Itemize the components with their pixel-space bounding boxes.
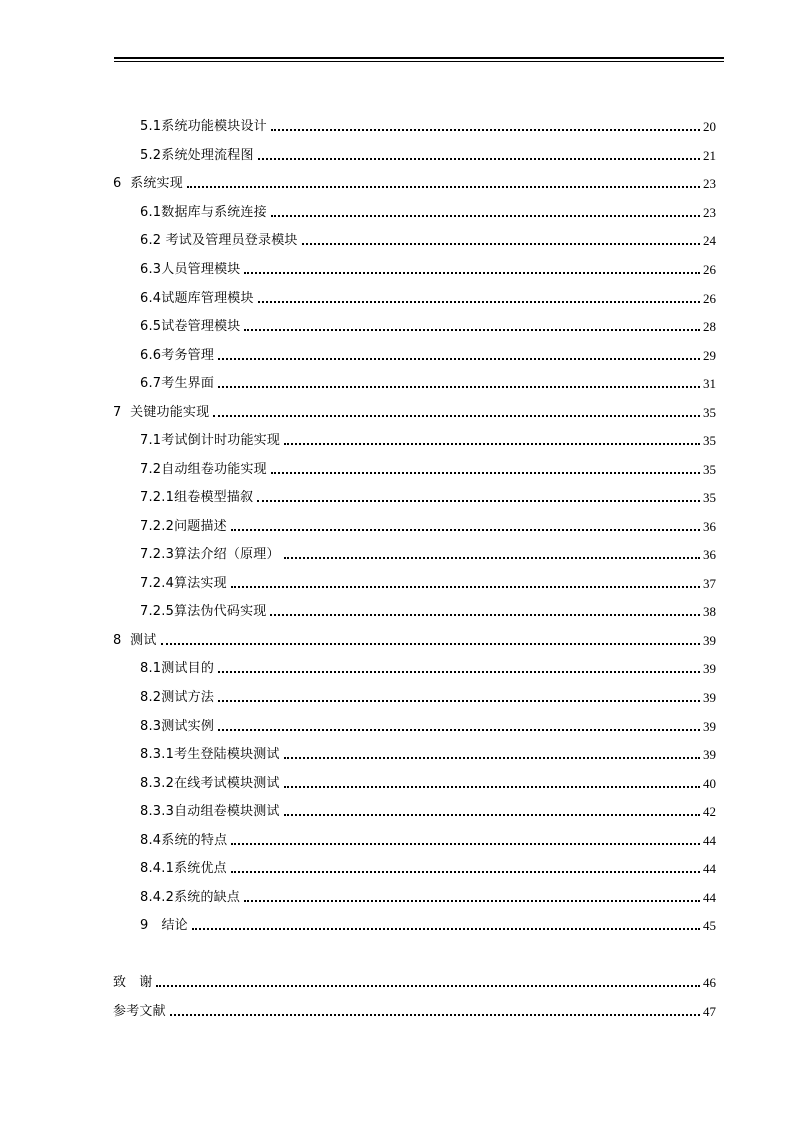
toc-entry[interactable] bbox=[140, 489, 716, 507]
dot-leader bbox=[213, 415, 700, 417]
toc-entry[interactable] bbox=[140, 718, 716, 736]
toc-entry-page: 35 bbox=[703, 462, 716, 477]
toc-entry-label: 6.5试卷管理模块 bbox=[140, 319, 241, 334]
toc-entry[interactable] bbox=[140, 147, 716, 165]
toc-entry-page: 26 bbox=[703, 262, 716, 277]
dot-leader bbox=[284, 443, 700, 445]
toc-entry[interactable] bbox=[140, 860, 716, 878]
toc-entry-label: 7.2.1组卷模型描叙 bbox=[140, 490, 254, 505]
toc-entry-page: 45 bbox=[703, 918, 716, 933]
toc-entry[interactable] bbox=[113, 175, 716, 193]
toc-entry-page: 37 bbox=[703, 576, 716, 591]
dot-leader bbox=[192, 928, 700, 930]
toc-entry-page: 47 bbox=[703, 1004, 716, 1019]
dot-leader bbox=[218, 358, 700, 360]
dot-leader bbox=[271, 129, 700, 131]
toc-entry[interactable] bbox=[140, 347, 716, 365]
dot-leader bbox=[218, 700, 700, 702]
toc-entry-label: 7.2.2问题描述 bbox=[140, 519, 227, 534]
toc-entry-label: 8.2测试方法 bbox=[140, 690, 215, 705]
toc-entry-label: 5.1系统功能模块设计 bbox=[140, 119, 267, 134]
toc-entry[interactable] bbox=[140, 518, 716, 536]
toc-entry[interactable] bbox=[140, 432, 716, 450]
dot-leader bbox=[218, 386, 700, 388]
toc-entry[interactable] bbox=[140, 461, 716, 479]
dot-leader bbox=[231, 843, 700, 845]
toc-entry-label: 9 结论 bbox=[140, 918, 188, 933]
toc-entry-page: 23 bbox=[703, 205, 716, 220]
toc-entry[interactable] bbox=[140, 660, 716, 678]
toc-entry[interactable] bbox=[140, 917, 716, 935]
toc-entry-page: 36 bbox=[703, 519, 716, 534]
dot-leader bbox=[257, 500, 700, 502]
dot-leader bbox=[231, 586, 700, 588]
dot-leader bbox=[231, 529, 700, 531]
toc-entry[interactable] bbox=[140, 775, 716, 793]
toc-entry[interactable] bbox=[140, 546, 716, 564]
toc-entry-label: 8.3.3自动组卷模块测试 bbox=[140, 804, 280, 819]
toc-entry-label: 8.1测试目的 bbox=[140, 661, 215, 676]
toc-entry-page: 36 bbox=[703, 547, 716, 562]
toc-entry-label: 5.2系统处理流程图 bbox=[140, 148, 254, 163]
toc-entry[interactable] bbox=[140, 118, 716, 136]
toc-entry-page: 42 bbox=[703, 804, 716, 819]
toc-entry-page: 24 bbox=[703, 233, 716, 248]
toc-entry-label: 7 关键功能实现 bbox=[113, 405, 210, 420]
toc-entry-page: 35 bbox=[703, 490, 716, 505]
dot-leader bbox=[302, 243, 700, 245]
toc-entry-label: 8.4.2系统的缺点 bbox=[140, 890, 241, 905]
toc-entry-label: 参考文献 bbox=[113, 1004, 166, 1019]
toc-entry-label: 6 系统实现 bbox=[113, 176, 183, 191]
toc-entry-page: 35 bbox=[703, 405, 716, 420]
toc-entry[interactable] bbox=[113, 1003, 716, 1021]
toc-entry-page: 35 bbox=[703, 433, 716, 448]
toc-entry[interactable] bbox=[140, 232, 716, 250]
toc-entry-page: 44 bbox=[703, 833, 716, 848]
dot-leader bbox=[170, 1014, 700, 1016]
toc-entry-label: 8 测试 bbox=[113, 633, 157, 648]
toc-entry[interactable] bbox=[140, 803, 716, 821]
dot-leader bbox=[271, 215, 700, 217]
dot-leader bbox=[161, 643, 700, 645]
toc-entry[interactable] bbox=[140, 832, 716, 850]
toc-entry-label: 6.1数据库与系统连接 bbox=[140, 205, 267, 220]
toc-entry[interactable] bbox=[140, 689, 716, 707]
toc-entry-label: 8.3测试实例 bbox=[140, 719, 215, 734]
toc-entry-page: 46 bbox=[703, 975, 716, 990]
toc-entry-label: 致 谢 bbox=[113, 975, 153, 990]
dot-leader bbox=[270, 614, 700, 616]
dot-leader bbox=[271, 472, 700, 474]
toc-entry-page: 39 bbox=[703, 661, 716, 676]
toc-entry-page: 31 bbox=[703, 376, 716, 391]
toc-entry[interactable] bbox=[140, 261, 716, 279]
toc-entry[interactable] bbox=[140, 290, 716, 308]
toc-entry-label: 8.4系统的特点 bbox=[140, 833, 228, 848]
toc-entry-page: 39 bbox=[703, 719, 716, 734]
toc-entry-page: 39 bbox=[703, 747, 716, 762]
dot-leader bbox=[258, 158, 700, 160]
toc-entry[interactable] bbox=[140, 889, 716, 907]
toc-entry[interactable] bbox=[113, 974, 716, 992]
toc-entry[interactable] bbox=[140, 318, 716, 336]
toc-entry-page: 20 bbox=[703, 119, 716, 134]
toc-entry-label: 6.7考生界面 bbox=[140, 376, 215, 391]
toc-entry-page: 23 bbox=[703, 176, 716, 191]
toc-entry-page: 44 bbox=[703, 890, 716, 905]
dot-leader bbox=[218, 729, 700, 731]
dot-leader bbox=[284, 786, 700, 788]
toc-entry-page: 44 bbox=[703, 861, 716, 876]
toc-entry-page: 26 bbox=[703, 291, 716, 306]
toc-entry-label: 6.4试题库管理模块 bbox=[140, 291, 254, 306]
toc-entry-label: 8.3.2在线考试模块测试 bbox=[140, 776, 280, 791]
toc-entry-label: 7.2.4算法实现 bbox=[140, 576, 227, 591]
toc-entry-page: 39 bbox=[703, 690, 716, 705]
toc-entry[interactable] bbox=[113, 632, 716, 650]
dot-leader bbox=[284, 757, 700, 759]
dot-leader bbox=[218, 671, 700, 673]
toc-entry-label: 8.3.1考生登陆模块测试 bbox=[140, 747, 280, 762]
dot-leader bbox=[244, 329, 700, 331]
toc-entry-label: 7.2.3算法介绍（原理） bbox=[140, 547, 280, 562]
dot-leader bbox=[244, 272, 700, 274]
toc-entry[interactable] bbox=[113, 404, 716, 422]
toc-entry-page: 40 bbox=[703, 776, 716, 791]
dot-leader bbox=[284, 557, 700, 559]
toc-entry-label: 6.6考务管理 bbox=[140, 348, 215, 363]
dot-leader bbox=[284, 814, 700, 816]
dot-leader bbox=[258, 301, 700, 303]
toc-entry[interactable] bbox=[140, 575, 716, 593]
toc-entry[interactable] bbox=[140, 746, 716, 764]
toc-entry[interactable] bbox=[140, 375, 716, 393]
dot-leader bbox=[187, 186, 700, 188]
dot-leader bbox=[156, 985, 700, 987]
toc-entry[interactable] bbox=[140, 603, 716, 621]
toc-entry-label: 7.2.5算法伪代码实现 bbox=[140, 604, 267, 619]
dot-leader bbox=[244, 900, 700, 902]
toc-entry-label: 6.3人员管理模块 bbox=[140, 262, 241, 277]
toc-entry-label: 7.2自动组卷功能实现 bbox=[140, 462, 267, 477]
toc-entry-page: 21 bbox=[703, 148, 716, 163]
toc-entry-label: 6.2 考试及管理员登录模块 bbox=[140, 233, 298, 248]
toc-entry-page: 38 bbox=[703, 604, 716, 619]
toc-entry-label: 8.4.1系统优点 bbox=[140, 861, 227, 876]
toc-entry[interactable] bbox=[140, 204, 716, 222]
toc-entry-page: 39 bbox=[703, 633, 716, 648]
toc-entry-label: 7.1考试倒计时功能实现 bbox=[140, 433, 281, 448]
toc-entry-page: 29 bbox=[703, 348, 716, 363]
dot-leader bbox=[231, 871, 700, 873]
toc-entry-page: 28 bbox=[703, 319, 716, 334]
